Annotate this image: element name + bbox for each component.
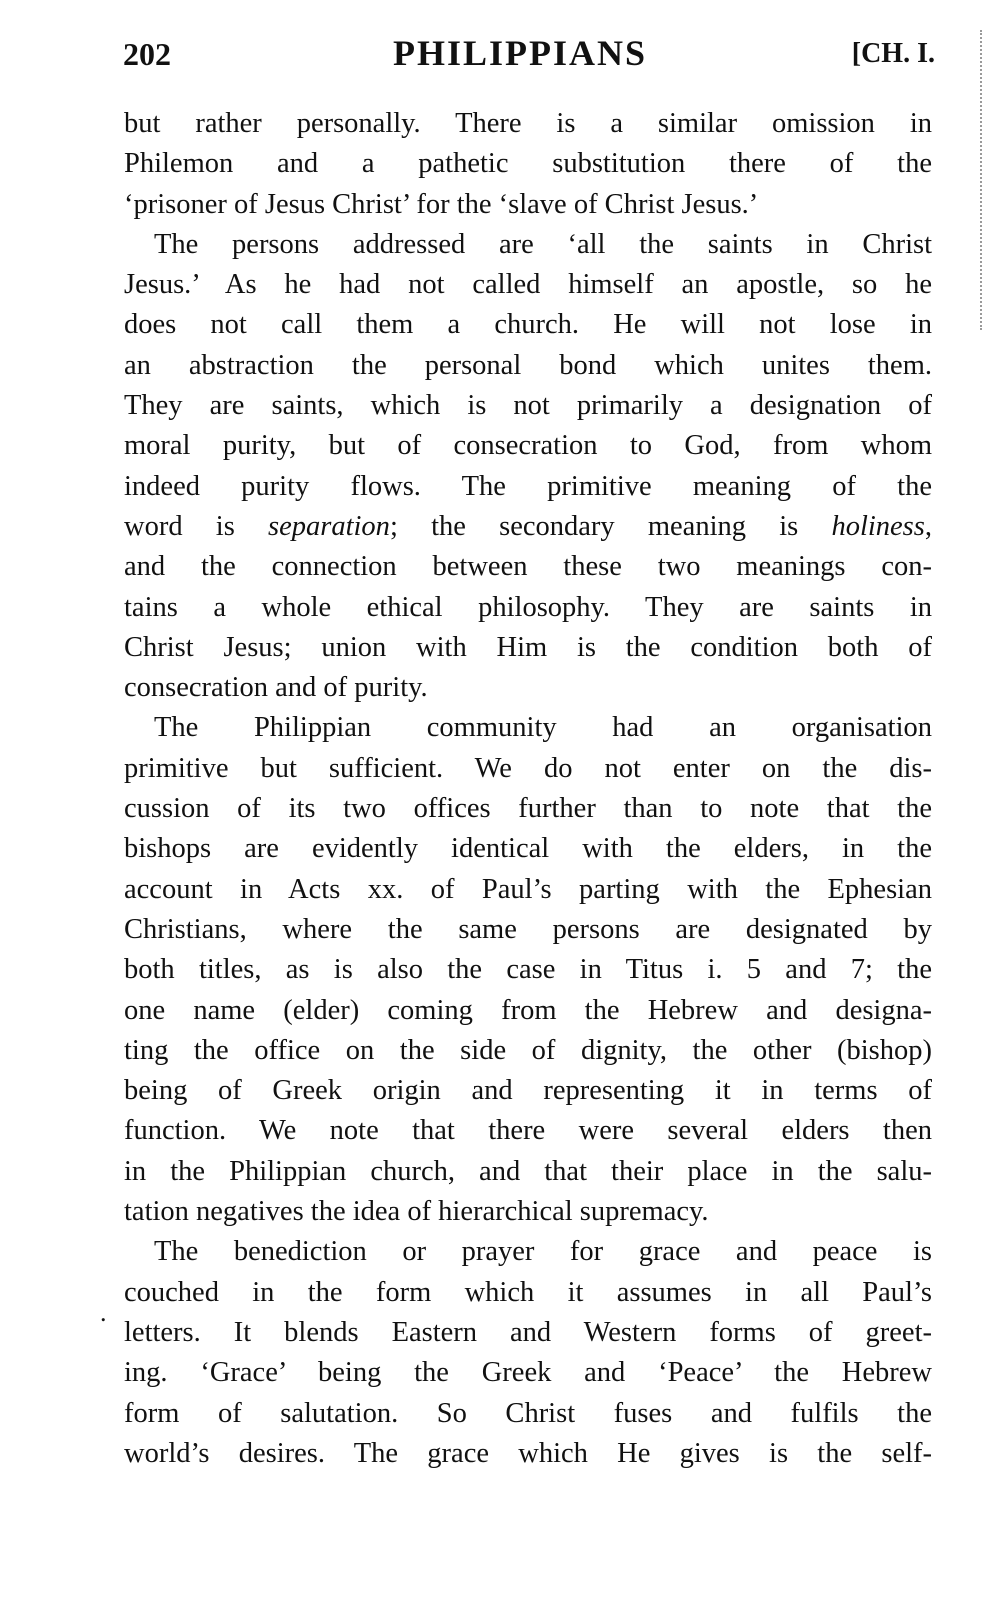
text-line: both titles, as is also the case in Titus i. 5 and 7; the (124, 954, 932, 986)
running-title: PHILIPPIANS (393, 33, 648, 73)
text-line: moral purity, but of consecration to God, from whom (124, 430, 932, 462)
text-line: form of salutation. So Christ fuses and fulfils the (124, 1397, 932, 1429)
text-line: being of Greek origin and representing it in terms of (124, 1075, 932, 1107)
text-line: world’s desires. The grace which He gives is the self- (124, 1437, 932, 1469)
text-line: couched in the form which it assumes in all Paul’s (124, 1276, 932, 1308)
text-line: account in Acts xx. of Paul’s parting with the Ephesian (124, 873, 932, 905)
text-line: consecration and of purity. (124, 672, 428, 704)
text-line: Philemon and a pathetic substitution there of the (124, 148, 932, 180)
text-line: tains a whole ethical philosophy. They are saints in (124, 591, 932, 623)
paragraph-4 (124, 1232, 932, 1474)
text-line: Jesus.’ As he had not called himself an apostle, so he (124, 269, 932, 301)
text-run: , (924, 510, 932, 542)
body-text (124, 104, 932, 1474)
text-line: Christ Jesus; union with Him is the condition both of (124, 631, 932, 663)
text-line: in the Philippian church, and that their place in the salu- (124, 1155, 932, 1187)
text-line: indeed purity flows. The primitive meaning of the (124, 470, 932, 502)
running-header (123, 30, 935, 80)
text-line: ing. ‘Grace’ being the Greek and ‘Peace’ the Hebrew (124, 1357, 932, 1389)
text-line: The benediction or prayer for grace and peace is (154, 1236, 932, 1268)
text-line: Christians, where the same persons are designated by (124, 913, 932, 945)
paragraph-2 (124, 225, 932, 709)
paragraph-3 (124, 708, 932, 1232)
chapter-reference: [CH. I. (851, 38, 935, 69)
text-line-with-emphasis (124, 507, 932, 547)
text-line: bishops are evidently identical with the elders, in the (124, 833, 932, 865)
margin-scan-mark (980, 30, 984, 330)
text-line: but rather personally. There is a similar omission in (124, 108, 932, 139)
page-number: 202 (123, 36, 171, 72)
text-run: word is (124, 510, 269, 542)
text-line: ‘prisoner of Jesus Christ’ for the ‘slave of Christ Jesus.’ (124, 188, 759, 220)
margin-speck: . (100, 1298, 107, 1327)
italic-term-separation: separation (268, 510, 390, 542)
text-line: ting the office on the side of dignity, the other (bishop) (124, 1034, 932, 1066)
text-line: tation negatives the idea of hierarchical supremacy. (124, 1196, 709, 1228)
text-line: primitive but sufficient. We do not enter on the dis- (124, 752, 932, 784)
text-line: one name (elder) coming from the Hebrew and designa- (124, 994, 932, 1026)
text-line: The persons addressed are ‘all the saints in Christ (154, 228, 932, 260)
paragraph-1 (124, 104, 932, 225)
text-line: The Philippian community had an organisation (154, 712, 932, 744)
text-line: function. We note that there were several elders then (124, 1115, 932, 1147)
text-line: letters. It blends Eastern and Western forms of greet- (124, 1316, 932, 1348)
text-line: and the connection between these two meanings con- (124, 551, 932, 583)
text-line: They are saints, which is not primarily a designation of (124, 390, 932, 422)
text-line: an abstraction the personal bond which unites them. (124, 349, 932, 381)
text-run: ; the secondary meaning is (389, 510, 832, 542)
text-line: does not call them a church. He will not lose in (124, 309, 932, 341)
italic-term-holiness: holiness (831, 510, 925, 542)
text-line: cussion of its two offices further than to note that the (124, 793, 932, 825)
